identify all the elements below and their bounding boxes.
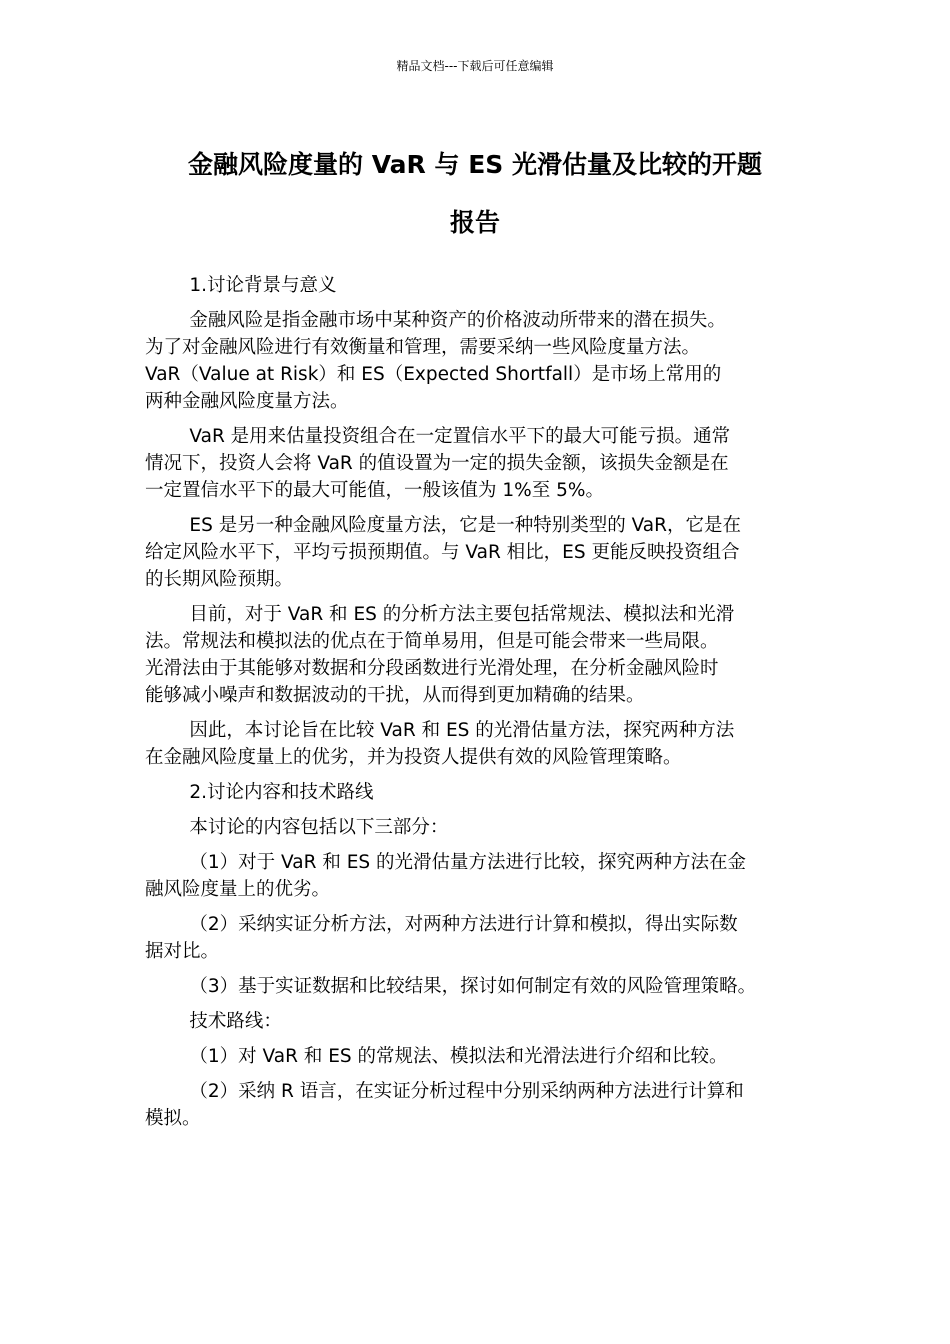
list-item-route-1: （1）对 VaR 和 ES 的常规法、模拟法和光滑法进行介绍和比较。	[189, 1046, 728, 1067]
section-heading-content: 2.讨论内容和技术路线	[189, 782, 374, 803]
section-heading-background: 1.讨论背景与意义	[189, 275, 337, 296]
paragraph-methods: 目前，对于 VaR 和 ES 的分析方法主要包括常规法、模拟法和光滑 法。常规法和模拟法的优点在于简单易用，但是可能会带来一些局限。 光滑法由于其能够对数据和分段函数进行光滑处理，在分析金融风险时 能够减小噪声和数据波动的干扰，从而得到更加精确的结果。	[145, 604, 735, 706]
paragraph-es: ES 是另一种金融风险度量方法，它是一种特别类型的 VaR，它是在 给定风险水平下，平均亏损预期值。与 VaR 相比，ES 更能反映投资组合 的长期风险预期。	[145, 515, 741, 590]
list-item-route-2: （2）采纳 R 语言，在实证分析过程中分别采纳两种方法进行计算和 模拟。	[145, 1081, 744, 1129]
list-item-content-3: （3）基于实证数据和比较结果，探讨如何制定有效的风险管理策略。	[189, 976, 757, 997]
paragraph-technical-route: 技术路线：	[189, 1011, 282, 1032]
document-title: 金融风险度量的 VaR 与 ES 光滑估量及比较的开题 报告	[187, 150, 762, 237]
list-item-content-1: （1）对于 VaR 和 ES 的光滑估量方法进行比较，探究两种方法在金 融风险度量上的优劣。	[145, 852, 747, 900]
document-body	[145, 272, 817, 1140]
paragraph-var: VaR 是用来估量投资组合在一定置信水平下的最大可能亏损。通常 情况下，投资人会将 VaR 的值设置为一定的损失金额，该损失金额是在 一定置信水平下的最大可能值，一般该值为 1%至 5%。	[145, 426, 731, 501]
paragraph-content-intro: 本讨论的内容包括以下三部分：	[189, 817, 449, 838]
paragraph-purpose: 因此，本讨论旨在比较 VaR 和 ES 的光滑估量方法，探究两种方法 在金融风险度量上的优劣，并为投资人提供有效的风险管理策略。	[145, 720, 735, 768]
list-item-content-2: （2）采纳实证分析方法，对两种方法进行计算和模拟，得出实际数 据对比。	[145, 914, 738, 962]
paragraph-financial-risk: 金融风险是指金融市场中某种资产的价格波动所带来的潜在损失。 为了对金融风险进行有效衡量和管理，需要采纳一些风险度量方法。 VaR（Value at Risk）和 ES（Expected Shortfall）是市场上常用的 两种金融风险度量方法。	[145, 310, 726, 412]
header-note: 精品文档---下载后可任意编辑	[396, 59, 554, 73]
